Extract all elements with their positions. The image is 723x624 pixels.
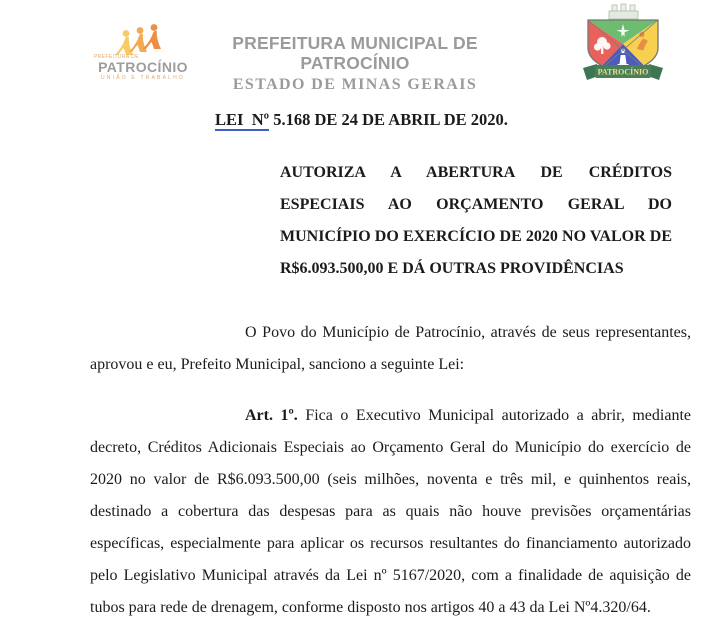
preamble-paragraph: O Povo do Município de Patrocínio, através de seus representantes, aprovou e eu, Prefeito Municipal, sanciono a seguinte Lei: — [90, 324, 691, 373]
law-title — [0, 110, 723, 130]
law-title-date: 5.168 DE 24 DE ABRIL DE 2020. — [269, 110, 508, 129]
org-name: PREFEITURA MUNICIPAL DE PATROCÍNIO — [232, 33, 478, 74]
article-1-label: Art. 1º. — [245, 407, 298, 424]
logo-runners-icon — [93, 23, 193, 55]
law-title-number: LEI Nº — [215, 110, 270, 129]
logo-name: PATROCÍNIO — [98, 59, 188, 75]
crest-crown — [609, 4, 638, 19]
crest-banner-label: PATROCÍNIO — [597, 67, 649, 77]
crest-banner — [583, 64, 663, 80]
logo-top-label: PREFEITURA DE — [94, 54, 139, 60]
article-1-text: Fica o Executivo Municipal autorizado a abrir, mediante decreto, Créditos Adicionais Especiais ao Orçamento Geral do Município do exercício de 2020 no valor de R$6.093.500,00 (seis milhões, noventa e três mil, e quinhentos reais, destinado a cobertura das despesas para as quais não houve previsões orçamentárias específicas, especialmente para aplicar os recursos resultantes do financiamento autorizado pelo Legislativo Municipal através da Lei nº 5167/2020, com a finalidade de aquisição de tubos para rede de drenagem, conforme disposto nos artigos 40 a 43 da Lei Nº4.320/64. — [90, 407, 691, 616]
article-1-paragraph — [90, 400, 691, 624]
org-header — [188, 33, 522, 94]
prefecture-logo — [90, 23, 196, 81]
org-state: ESTADO DE MINAS GERAIS — [232, 76, 478, 94]
law-summary: AUTORIZA A ABERTURA DE CRÉDITOS ESPECIAIS AO ORÇAMENTO GERAL DO MUNICÍPIO DO EXERCÍCIO DE 2020 NO VALOR DE R$6.093.500,00 E DÁ OUTRAS PROVIDÊNCIAS — [280, 164, 672, 277]
logo-tagline: UNIÃO E TRABALHO — [100, 74, 185, 81]
coat-of-arms-icon — [576, 2, 670, 99]
